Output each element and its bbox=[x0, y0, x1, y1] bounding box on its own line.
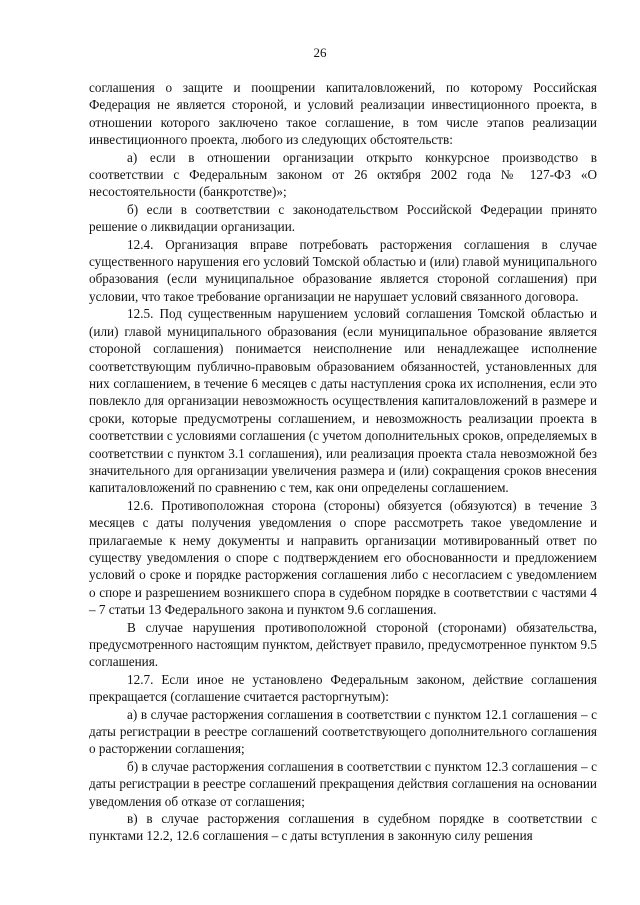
paragraph-12-7-b: б) в случае расторжения соглашения в соответствии с пунктом 12.3 соглашения – с даты регистрации в реестре соглашений прекращения действия соглашения на основании уведомления об отказе от соглашения; bbox=[89, 758, 597, 809]
paragraph-12-5: 12.5. Под существенным нарушением условий соглашения Томской областью и (или) главой муниципального образования (если муниципальное образование является стороной соглашения) понимается неисполнение или ненадлежащее исполнение соответствующим публично-правовым образованием обязанностей, установленных для них соглашением, в течение 6 месяцев с даты наступления срока их исполнения, если это повлекло для организации невозможность осуществления капиталовложений в размере и сроки, которые предусмотрены соглашением, и невозможность реализации проекта в соответствии с условиями соглашения (с учетом дополнительных сроков, определяемых в соответствии с пунктом 3.1 соглашения), или реализация проекта стала невозможной без значительного для организации увеличения размера и (или) сокращения сроков внесения капиталовложений по сравнению с тем, как они определены соглашением. bbox=[89, 306, 597, 496]
paragraph-continuation: соглашения о защите и поощрении капиталовложений, по которому Российская Федерация не является стороной, и условий реализации инвестиционного проекта, в отношении которого заключено такое соглашение, в том числе этапов реализации инвестиционного проекта, любого из следующих обстоятельств: bbox=[89, 80, 597, 148]
paragraph-violation: В случае нарушения противоположной стороной (сторонами) обязательства, предусмотренного настоящим пунктом, действует правило, предусмотренное пунктом 9.5 соглашения. bbox=[89, 619, 597, 670]
paragraph-12-7: 12.7. Если иное не установлено Федеральным законом, действие соглашения прекращается (соглашение считается расторгнутым): bbox=[89, 671, 597, 705]
page-number: 26 bbox=[313, 45, 327, 60]
paragraph-12-4: 12.4. Организация вправе потребовать расторжения соглашения в случае существенного нарушения его условий Томской областью и (или) главой муниципального образования (если муниципальное образование является стороной соглашения) при условии, что такое требование организации не нарушает условий связанного договора. bbox=[89, 236, 597, 304]
paragraph-12-7-c: в) в случае расторжения соглашения в судебном порядке в соответствии с пунктами 12.2, 12.6 соглашения – с даты вступления в законную силу решения bbox=[89, 811, 597, 844]
paragraph-item-b: б) если в соответствии с законодательством Российской Федерации принято решение о ликвидации организации. bbox=[89, 201, 597, 235]
document-body bbox=[89, 79, 597, 845]
paragraph-12-7-a: а) в случае расторжения соглашения в соответствии с пунктом 12.1 соглашения – с даты регистрации в реестре соглашений соответствующего дополнительного соглашения о расторжении соглашения; bbox=[89, 706, 597, 757]
paragraph-item-a: а) если в отношении организации открыто конкурсное производство в соответствии с Федеральным законом от 26 октября 2002 года № 127-ФЗ «О несостоятельности (банкротстве)»; bbox=[89, 149, 597, 200]
paragraph-12-6: 12.6. Противоположная сторона (стороны) обязуется (обязуются) в течение 3 месяцев с даты получения уведомления о споре рассмотреть такое уведомление и прилагаемые к нему документы и направить организации мотивированный ответ по существу уведомления о споре с подтверждением его обоснованности и предложением условий о сроке и порядке расторжения соглашения либо с несогласием с уведомлением о споре и разрешением возникшего спора в судебном порядке в соответствии с частями 4 – 7 статьи 13 Федерального закона и пунктом 9.6 соглашения. bbox=[89, 497, 597, 618]
